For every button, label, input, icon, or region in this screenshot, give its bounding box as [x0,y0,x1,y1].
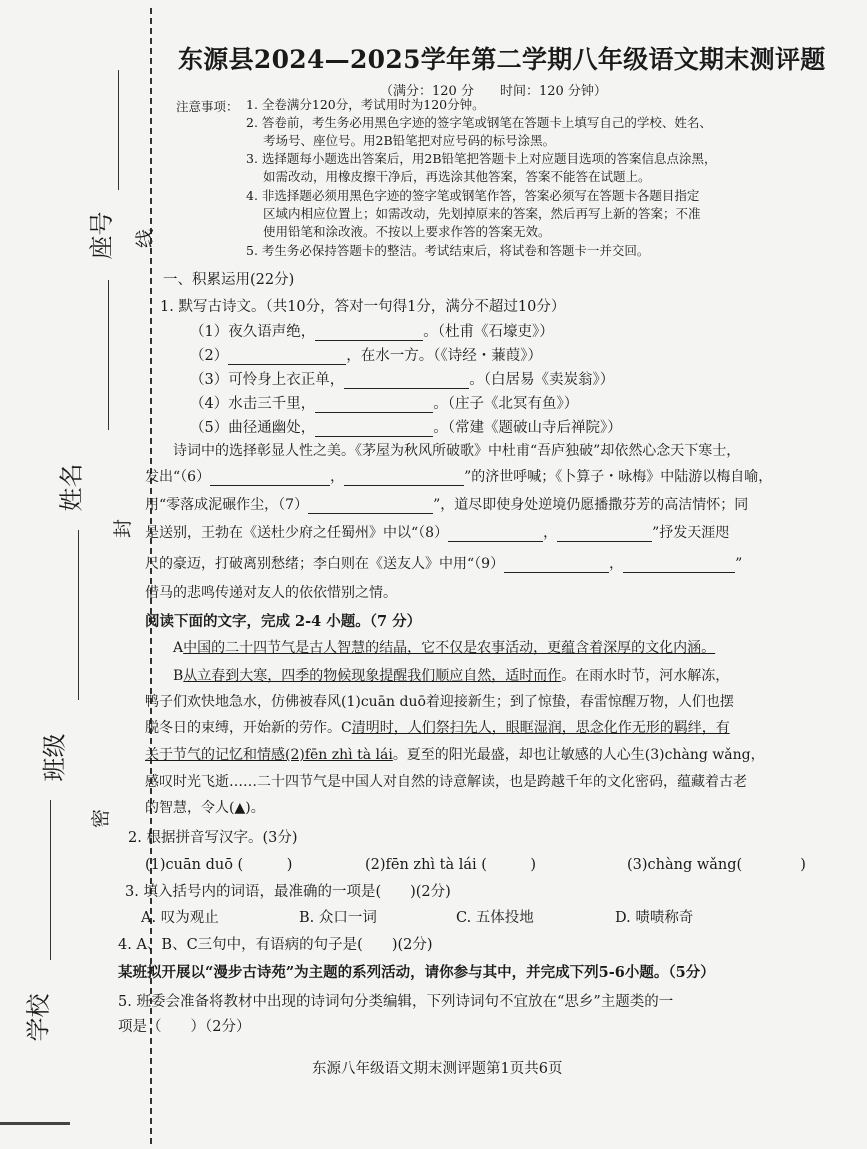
reading-intro: 阅读下面的文字，完成 2-4 小题。（7 分） [145,613,422,630]
notice-label: 注意事项： [176,99,239,114]
q1-para-line-6: 借马的悲鸣传递对友人的依依惜别之情。 [145,585,397,601]
notice-item: 5. 考生务必保持答题卡的整洁。考试结束后，将试卷和答题卡一并交回。 [246,243,650,258]
sentence-b: 从立春到大寒，四季的物候现象提醒我们顺应自然，适时而作 [183,668,562,684]
q1-line-3: （3）可怜身上衣正单， 。（白居易《卖炭翁》） [190,372,615,388]
binding-feng-mark: 封 [112,518,135,539]
answer-blank[interactable] [344,469,464,486]
q1-stem: 1. 默写古诗文。（共10分，答对一句得1分，满分不超过10分） [160,299,566,315]
q2-item-3[interactable]: (3)chàng wǎng( ) [627,857,806,873]
notice-item: 使用铅笔和涂改液。不按以上要求作答的答案无效。 [263,224,551,239]
answer-blank[interactable] [448,525,543,542]
section-heading: 一、积累运用(22分) [163,272,295,288]
q1-line-1: （1）夜久语声绝， 。（杜甫《石壕吏》） [190,324,554,340]
exam-title: 东源县2024—2025学年第二学期八年级语文期末测评题 [178,45,826,74]
q5-line-1: 5. 班委会准备将教材中出现的诗词句分类编辑，下列诗词句不宜放在“思乡”主题类的一 [118,994,674,1010]
name-write-line [108,280,109,430]
school-write-line [50,800,51,960]
sentence-c-cont: 关于节气的记忆和情感(2)fēn zhì tà lái [145,747,393,763]
q5-line-2: 项是（ ）（2分） [118,1019,251,1035]
activity-intro: 某班拟开展以“漫步古诗苑”为主题的系列活动，请你参与其中，并完成下列5-6小题。（5分） [118,964,715,981]
passage-line-6: 感叹时光飞逝……二十四节气是中国人对自然的诗意解读，也是跨越千年的文化密码，蕴藏着古老 [145,774,747,790]
sentence-c: 清明时，人们祭扫先人，眼眶湿润，思念化作无形的羁绊，有 [351,720,730,736]
answer-blank[interactable] [504,556,609,573]
page-footer: 东源八年级语文期末测评题第1页共6页 [312,1061,563,1077]
passage-line-3: 鸭子们欢快地急水，仿佛被春风(1)cuān duō着迎接新生；到了惊蛰，春雷惊醒万物，人们也摆 [145,694,734,710]
sentence-mark-b: B [173,668,184,684]
answer-blank[interactable] [315,396,433,413]
seat-label: 座号 [87,211,116,260]
answer-blank[interactable] [308,497,433,514]
binding-mi-mark: 密 [90,808,113,829]
q2-item-2[interactable]: (2)fēn zhì tà lái ( ) [365,857,537,873]
q1-line-4: （4）水击三千里， 。（庄子《北冥有鱼》） [190,396,579,412]
q2-item-1[interactable]: (1)cuān duō ( ) [145,857,293,873]
answer-blank[interactable] [228,348,346,365]
notice-item: 如需改动，用橡皮擦干净后，再选涂其他答案，答案不能答在试题上。 [263,169,651,184]
bottom-left-bar [0,1122,70,1125]
passage-line-2: B从立春到大寒，四季的物候现象提醒我们顺应自然，适时而作。在雨水时节，河水解冻， [173,668,730,684]
class-write-line [78,530,79,700]
sentence-a: 中国的二十四节气是古人智慧的结晶，它不仅是农事活动，更蕴含着深厚的文化内涵。 [183,640,716,656]
q3-option-d[interactable]: D. 啧啧称奇 [615,910,694,926]
passage-line-4: 脱冬日的束缚，开始新的劳作。C清明时，人们祭扫先人，眼眶湿润，思念化作无形的羁绊，有 [145,720,730,736]
passage-line-7: 的智慧，令人(▲)。 [145,800,265,816]
q1-para-line-4: 是送别，王勃在《送杜少府之任蜀州》中以“（8） ， ”抒发天涯咫 [145,525,730,541]
q1-line-2: （2） ，在水一方。（《诗经・蒹葭》） [190,348,542,364]
notice-item: 2. 答卷前，考生务必用黑色字迹的签字笔或钢笔在答题卡上填写自己的学校、姓名、 [246,115,712,130]
answer-blank[interactable] [557,525,652,542]
q1-para-line-2: 发出“（6） ， ”的济世呼喊；《卜算子・咏梅》中陆游以梅自喻， [145,469,773,485]
sentence-mark-c: C [341,720,352,736]
passage-line-5: 关于节气的记忆和情感(2)fēn zhì tà lái。夏至的阳光最盛，却也让敏感的人心生(3)chàng wǎng， [145,747,765,763]
sentence-mark-a: A [173,640,184,656]
name-label: 姓名 [57,463,86,512]
seat-write-line [118,70,119,190]
answer-blank[interactable] [210,469,330,486]
answer-blank[interactable] [623,556,735,573]
q3-option-b[interactable]: B. 众口一词 [299,910,377,926]
q1-para-line-1: 诗词中的选择彰显人性之美。《茅屋为秋风所破歌》中杜甫“吾庐独破”却依然心念天下寒士， [173,443,741,459]
answer-blank[interactable] [315,324,423,341]
exam-subtitle: （满分：120 分 时间：120 分钟） [380,84,607,99]
class-label: 班级 [40,733,69,782]
answer-blank[interactable] [344,372,469,389]
notice-item: 区域内相应位置上；如需改动，先划掉原来的答案，然后再写上新的答案；不准 [263,206,701,221]
passage-line-1 [173,637,715,657]
q3-option-c[interactable]: C. 五体投地 [456,910,534,926]
q1-line-5: （5）曲径通幽处， 。（常建《题破山寺后禅院》） [190,420,622,436]
binding-xian-mark: 线 [134,228,157,249]
q3-stem: 3. 填入括号内的词语，最准确的一项是( )(2分) [125,884,451,900]
notice-item: 3. 选择题每小题选出答案后，用2B铅笔把答题卡上对应题目选项的答案信息点涂黑， [246,151,717,166]
school-label: 学校 [24,993,53,1042]
answer-blank[interactable] [315,420,433,437]
notice-item: 考场号、座位号。用2B铅笔把对应号码的标号涂黑。 [263,133,556,148]
q4-stem: 4. A、B、C三句中，有语病的句子是( )(2分) [118,937,433,953]
notice-item: 4. 非选择题必须用黑色字迹的签字笔或钢笔作答，答案必须写在答题卡各题目指定 [246,188,700,203]
q3-option-a[interactable]: A. 叹为观止 [141,910,219,926]
q1-para-line-5: 尺的豪迈，打破离别愁绪；李白则在《送友人》中用“（9） ， ” [145,556,743,572]
q2-stem: 2. 根据拼音写汉字。(3分) [128,830,298,846]
notice-item: 1. 全卷满分120分，考试用时为120分钟。 [246,97,485,112]
q1-para-line-3: 用“零落成泥碾作尘，（7） ”，道尽即使身处逆境仍愿播撒芬芳的高洁情怀；同 [145,497,749,513]
